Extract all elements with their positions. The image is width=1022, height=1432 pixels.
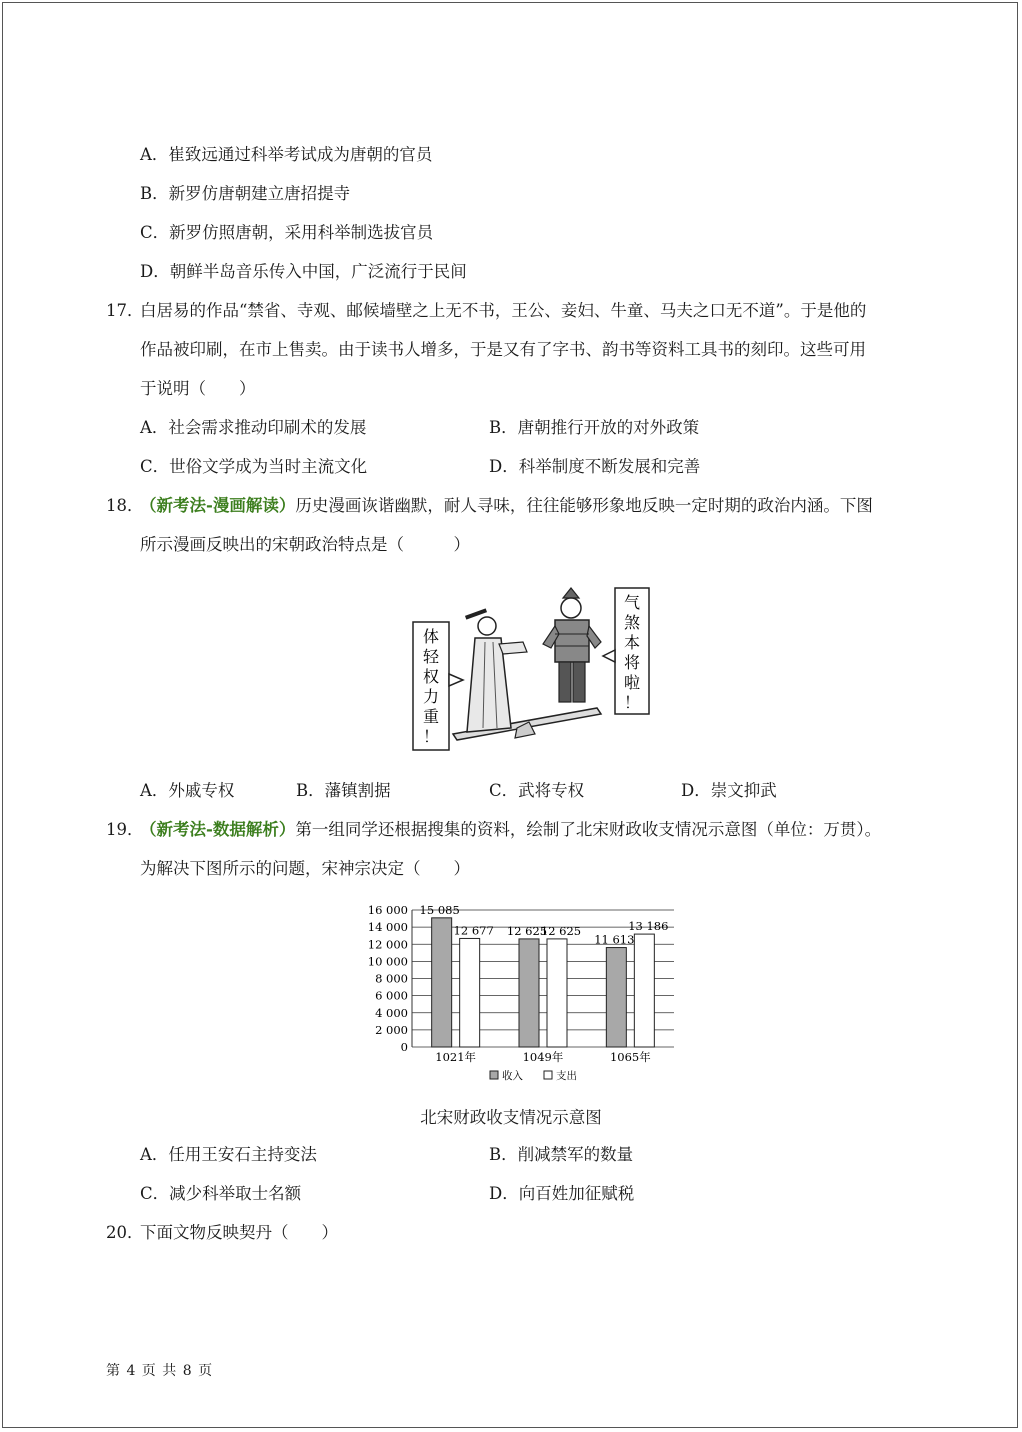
q17-option-d[interactable]: D．科举制度不断发展和完善 xyxy=(489,457,701,476)
q18-option-c[interactable]: C．武将专权 xyxy=(489,781,585,800)
left-bubble-text xyxy=(423,627,440,746)
left-bubble-char: 轻 xyxy=(422,647,440,666)
q17-stem-line2: 作品被印刷，在市上售卖。由于读书人增多，于是又有了字书、韵书等资料工具书的刻印。这些可用 xyxy=(140,340,866,359)
y-tick-label: 6 000 xyxy=(375,988,408,1003)
right-bubble-text xyxy=(624,593,640,712)
right-bubble-char: ！ xyxy=(623,693,641,712)
y-tick-label: 10 000 xyxy=(367,954,408,969)
x-tick-label: 1049年 xyxy=(522,1050,564,1064)
bar-value-label: 12 677 xyxy=(453,923,494,938)
q18-tag: （新考法-漫画解读） xyxy=(140,496,296,515)
q18-cartoon xyxy=(405,582,655,754)
right-bubble-tail xyxy=(603,650,615,662)
right-bubble-char: 煞 xyxy=(623,613,641,632)
legend-label: 支出 xyxy=(556,1070,577,1082)
right-bubble-char: 气 xyxy=(623,593,641,612)
q18-stem-line1 xyxy=(140,495,873,517)
q20-stem: 下面文物反映契丹（ ） xyxy=(140,1223,338,1242)
q19-option-a[interactable]: A．任用王安石主持变法 xyxy=(140,1145,317,1164)
q19-stem-text: 第一组同学还根据搜集的资料，绘制了北宋财政收支情况示意图（单位：万贯）。 xyxy=(295,820,882,839)
bar-value-label: 13 186 xyxy=(628,919,669,934)
q19-stem-line2: 为解决下图所示的问题，宋神宗决定（ ） xyxy=(140,859,470,878)
q18-stem-text: 历史漫画诙谐幽默，耐人寻味，往往能够形象地反映一定时期的政治内涵。下图 xyxy=(295,496,873,515)
bar-value-label: 15 085 xyxy=(419,902,460,917)
official-figure xyxy=(465,608,527,732)
q17-option-b[interactable]: B．唐朝推行开放的对外政策 xyxy=(489,418,700,437)
q16-option-a[interactable]: A．崔致远通过科举考试成为唐朝的官员 xyxy=(140,145,433,164)
bar-value-label: 11 613 xyxy=(594,932,635,947)
x-tick-label: 1021年 xyxy=(435,1050,477,1064)
bar-expense xyxy=(547,939,567,1047)
y-tick-label: 4 000 xyxy=(375,1005,408,1020)
q18-option-a[interactable]: A．外戚专权 xyxy=(140,781,235,800)
q19-stem-line1 xyxy=(140,819,881,841)
q17-option-c[interactable]: C．世俗文学成为当时主流文化 xyxy=(140,457,368,476)
legend-swatch xyxy=(490,1071,498,1079)
left-bubble-tail xyxy=(449,674,463,686)
q18-option-d[interactable]: D．崇文抑武 xyxy=(681,781,777,800)
left-bubble-char: 重 xyxy=(422,707,440,726)
page-footer: 第 4 页 共 8 页 xyxy=(106,1363,214,1379)
y-tick-label: 12 000 xyxy=(367,937,408,952)
bar-expense xyxy=(460,938,480,1047)
y-tick-label: 2 000 xyxy=(375,1022,408,1037)
q16-option-b[interactable]: B．新罗仿唐朝建立唐招提寺 xyxy=(140,184,351,203)
legend-swatch xyxy=(544,1071,552,1079)
finance-bar-chart xyxy=(362,898,692,1090)
q19-option-d[interactable]: D．向百姓加征赋税 xyxy=(489,1184,635,1203)
q16-option-d[interactable]: D．朝鲜半岛音乐传入中国，广泛流行于民间 xyxy=(140,262,467,281)
bar-value-label: 12 625 xyxy=(540,923,582,938)
x-tick-label: 1065年 xyxy=(609,1050,651,1064)
right-bubble-char: 将 xyxy=(623,653,641,672)
q19-option-c[interactable]: C．减少科举取士名额 xyxy=(140,1184,302,1203)
q19-tag: （新考法-数据解析） xyxy=(140,820,296,839)
q17-number: 17． xyxy=(106,301,144,320)
bar-income xyxy=(519,939,539,1047)
q18-number: 18． xyxy=(106,496,144,515)
bar-expense xyxy=(634,934,654,1047)
q17-stem-line1: 白居易的作品“禁省、寺观、邮候墙壁之上无不书，王公、妾妇、牛童、马夫之口无不道”。于是他的 xyxy=(140,301,867,320)
y-tick-label: 0 xyxy=(400,1040,408,1054)
y-tick-label: 14 000 xyxy=(367,920,408,935)
q17-option-a[interactable]: A．社会需求推动印刷术的发展 xyxy=(140,418,367,437)
q20-number: 20． xyxy=(106,1223,144,1242)
left-bubble-char: 力 xyxy=(422,687,440,706)
left-bubble-char: 权 xyxy=(422,667,440,686)
chart-caption: 北宋财政收支情况示意图 xyxy=(420,1108,602,1127)
q16-option-c[interactable]: C．新罗仿照唐朝，采用科举制选拔官员 xyxy=(140,223,434,242)
left-bubble-char: ！ xyxy=(422,727,440,746)
bar-value-label: 12 625 xyxy=(506,923,548,938)
legend-label: 收入 xyxy=(502,1070,523,1082)
right-bubble-char: 啦 xyxy=(623,673,641,692)
q17-stem-line3: 于说明（ ） xyxy=(140,379,256,398)
q19-number: 19． xyxy=(106,820,144,839)
q18-option-b[interactable]: B．藩镇割据 xyxy=(296,781,391,800)
q19-option-b[interactable]: B．削减禁军的数量 xyxy=(489,1145,634,1164)
bar-income xyxy=(606,948,626,1047)
general-figure xyxy=(543,588,601,702)
right-bubble-char: 本 xyxy=(623,633,641,652)
left-bubble-char: 体 xyxy=(422,627,440,646)
bar-income xyxy=(432,918,452,1047)
y-tick-label: 16 000 xyxy=(367,903,408,917)
y-tick-label: 8 000 xyxy=(375,971,408,986)
q18-stem-line2: 所示漫画反映出的宋朝政治特点是（ ） xyxy=(140,535,470,554)
